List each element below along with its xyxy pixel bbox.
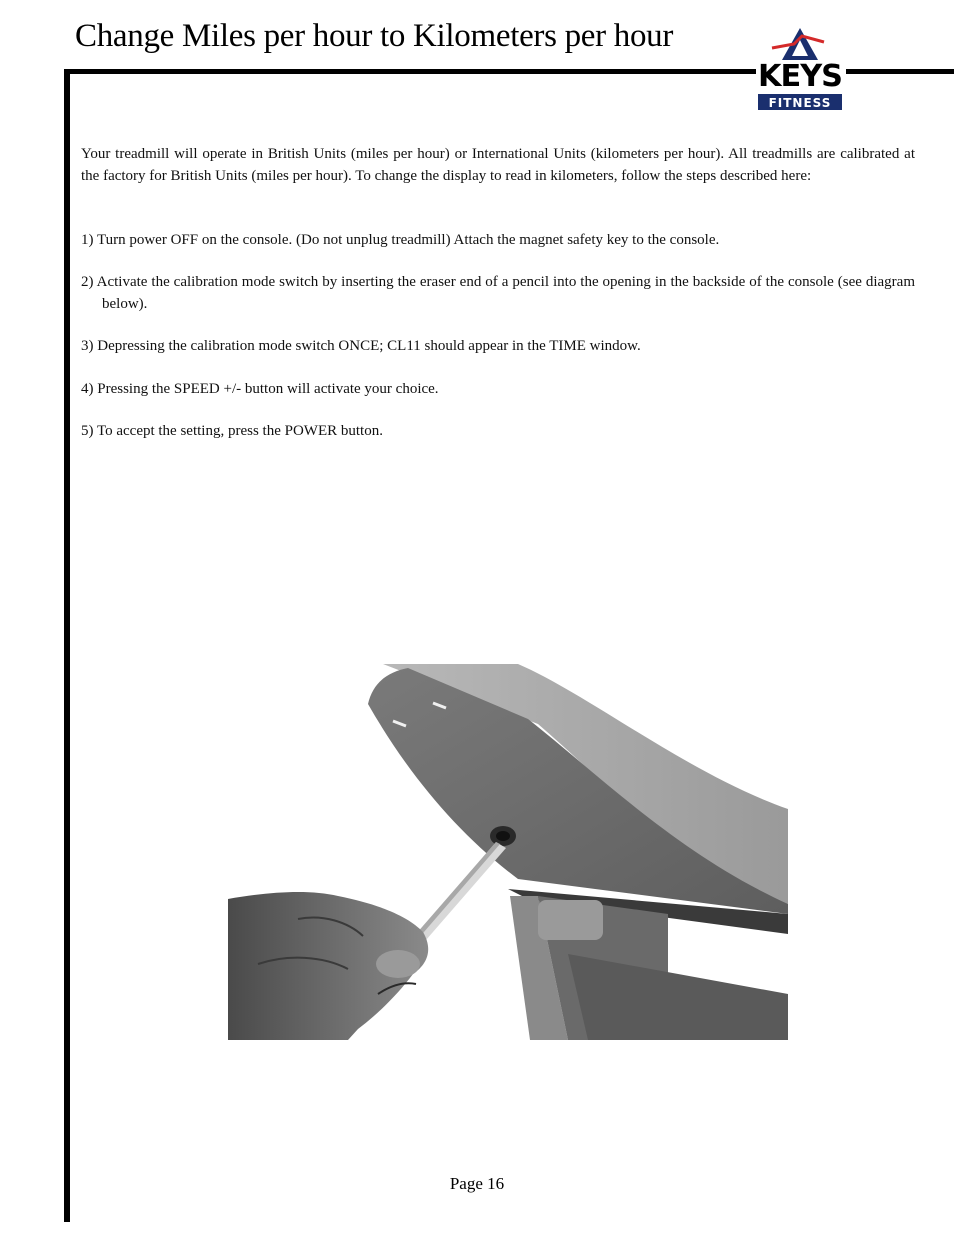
step-5: 5) To accept the setting, press the POWER button.	[81, 423, 383, 439]
left-margin-rule	[64, 69, 70, 1222]
step-1: 1) Turn power OFF on the console. (Do not unplug treadmill) Attach the magnet safety key to the console.	[81, 232, 720, 248]
keys-fitness-logo	[752, 26, 848, 114]
svg-text:FITNESS: FITNESS	[768, 96, 832, 110]
header-rule	[64, 69, 756, 74]
page-number: Page 16	[449, 1174, 505, 1193]
header-rule-right	[846, 69, 954, 74]
step-3: 3) Depressing the calibration mode switch ONCE; CL11 should appear in the TIME window.	[81, 338, 641, 354]
console-calibration-photo	[228, 664, 788, 1040]
page-title: Change Miles per hour to Kilometers per hour	[75, 18, 674, 54]
step-4: 4) Pressing the SPEED +/- button will activate your choice.	[81, 381, 439, 397]
step-2: 2) Activate the calibration mode switch by inserting the eraser end of a pencil into the opening in the backside of the console (see diagram below).	[81, 274, 915, 312]
svg-text:KEYS: KEYS	[758, 59, 842, 94]
intro-paragraph: Your treadmill will operate in British Units (miles per hour) or International Units (kilometers per hour). All treadmills are calibrated at the factory for British Units (miles per hour). To change the display to read in kilometers, follow the steps described here:	[81, 146, 915, 184]
